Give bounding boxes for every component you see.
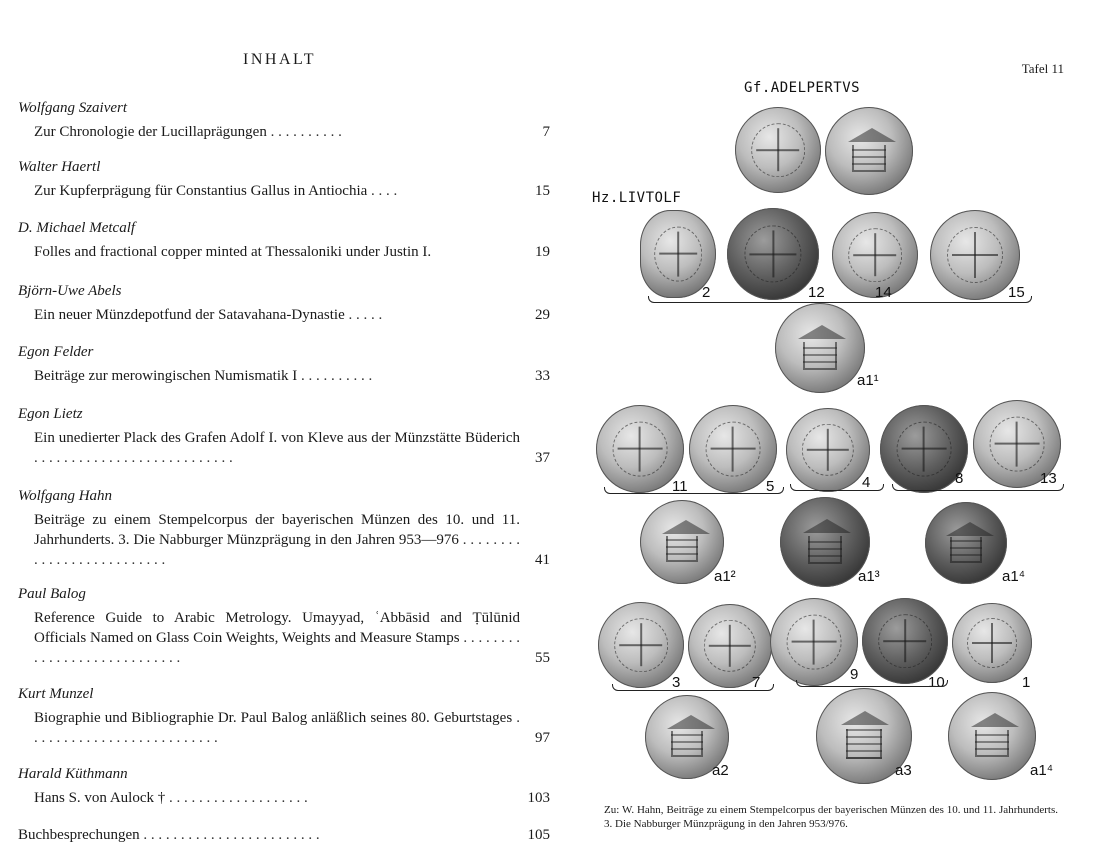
toc-entry[interactable] xyxy=(18,218,550,262)
toc-entry[interactable]: Walter Haertl Zur Kupferprägung für Constantius Gallus in Antiochia . . . . 15 xyxy=(18,159,550,199)
toc-page-number: 33 xyxy=(535,368,550,384)
group-bracket xyxy=(796,680,948,687)
toc-article-title: Beiträge zur merowingischen Numismatik I xyxy=(34,368,298,384)
plate-number: Tafel 11 xyxy=(1021,61,1064,76)
coin-number: 14 xyxy=(875,284,892,301)
toc-entry[interactable]: Paul Balog Reference Guide to Arabic Metrology. Umayyad, ʿAbbāsid and Ṭūlūnid Officials Named on Glass Coin Weights, Weights and Measure Stamps . . . . . . . . . . . . . . . . . . . . . . . . . . . . 55 xyxy=(18,586,550,666)
coin-image xyxy=(735,107,821,193)
toc-page-number: 97 xyxy=(535,730,550,746)
toc-article-title: Ein unedierter Plack des Grafen Adolf I. von Kleve aus der Münzstätte Büderich xyxy=(34,430,520,446)
coin-number: 11 xyxy=(672,478,688,495)
toc-entry[interactable]: Egon Lietz Ein unedierter Plack des Grafen Adolf I. von Kleve aus der Münzstätte Büderich . . . . . . . . . . . . . . . . . . . . . . . . . . . 37 xyxy=(18,406,550,466)
coin-image xyxy=(930,210,1020,300)
coin-image xyxy=(689,405,777,493)
toc-entry[interactable]: Wolfgang Hahn Beiträge zu einem Stempelcorpus der bayerischen Münzen des 10. und 11. Jahrhunderts. 3. Die Nabburger Münzprägung in den Jahren 953—976 . . . . . . . . . . . . . . . . . . . . . . . . . . 41 xyxy=(18,488,550,568)
toc-entry[interactable]: Wolfgang Szaivert Zur Chronologie der Lucillaprägungen . . . . . . . . . . 7 xyxy=(18,100,550,140)
toc-article-title: Reference Guide to Arabic Metrology. Umayyad, ʿAbbāsid and Ṭūlūnid Officials Named on Glass Coin Weights, Weights and Measure Stamps xyxy=(34,610,520,646)
coin-image xyxy=(596,405,684,493)
toc-entry[interactable]: Björn-Uwe Abels Ein neuer Münzdepotfund der Satavahana-Dynastie . . . . . 29 xyxy=(18,283,550,323)
toc-article-title: Hans S. von Aulock † xyxy=(34,790,166,806)
group-bracket xyxy=(892,484,1064,491)
toc-entry[interactable]: Buchbesprechungen . . . . . . . . . . . . . . . . . . . . . . . . 105 xyxy=(18,827,550,843)
group-bracket xyxy=(604,487,784,494)
toc-page-number: 105 xyxy=(527,827,550,843)
plate-label-adelpertus: Gf.ADELPERTVS xyxy=(744,80,861,96)
coin-number: 1 xyxy=(1022,674,1031,691)
toc-article-title: Zur Kupferprägung für Constantius Gallus in Antiochia xyxy=(34,183,368,199)
toc-author: Wolfgang Hahn xyxy=(18,488,113,504)
coin-number: 5 xyxy=(766,478,775,495)
group-bracket xyxy=(790,484,884,491)
coin-image xyxy=(925,502,1007,584)
coin-number: 8 xyxy=(955,470,964,487)
plate-label-livtolf: Hz.LIVTOLF xyxy=(592,190,682,206)
toc-article-title: Buchbesprechungen xyxy=(18,827,140,843)
toc-page-number: 41 xyxy=(535,552,550,568)
toc-author: Walter Haertl xyxy=(18,159,101,175)
toc-page-number: 7 xyxy=(542,124,550,140)
toc-heading: INHALT xyxy=(243,51,317,68)
coin-number: a2 xyxy=(712,762,729,779)
coin-number: a1³ xyxy=(858,568,880,585)
coin-number: 9 xyxy=(850,666,859,683)
toc-author: Egon Felder xyxy=(18,344,94,360)
coin-image xyxy=(952,603,1032,683)
toc-article-title: Zur Chronologie der Lucillaprägungen xyxy=(34,124,267,140)
coin-image xyxy=(948,692,1036,780)
coin-number: 3 xyxy=(672,674,681,691)
coin-number: 13 xyxy=(1040,470,1057,487)
coin-number: a1⁴ xyxy=(1002,568,1026,585)
coin-number: 4 xyxy=(862,474,871,491)
toc-author: Egon Lietz xyxy=(18,406,83,422)
coin-number: a1⁴ xyxy=(1030,762,1054,779)
toc-article-title: Biographie und Bibliographie Dr. Paul Balog anläßlich seines 80. Geburtstages xyxy=(34,710,513,726)
toc-page-number: 103 xyxy=(527,790,550,806)
coin-image xyxy=(786,408,870,492)
coin-number: 15 xyxy=(1008,284,1025,301)
toc-page-number: 37 xyxy=(535,450,550,466)
toc-article-title: Beiträge zu einem Stempelcorpus der bayerischen Münzen des 10. und 11. Jahrhunderts. 3. Die Nabburger Münzprägung in den Jahren 953—976 xyxy=(34,512,520,548)
group-bracket xyxy=(612,684,774,691)
toc-author: Björn-Uwe Abels xyxy=(18,283,122,299)
coin-number: 10 xyxy=(928,674,945,691)
coin-number: 2 xyxy=(702,284,711,301)
toc-author: Paul Balog xyxy=(18,586,86,602)
coin-image xyxy=(780,497,870,587)
toc-article-title: Folles and fractional copper minted at Thessaloniki under Justin I. xyxy=(34,244,432,260)
coin-image xyxy=(770,598,858,686)
coin-number: a3 xyxy=(895,762,912,779)
toc-article-title: Ein neuer Münzdepotfund der Satavahana-Dynastie xyxy=(34,307,345,323)
toc-author: Kurt Munzel xyxy=(18,686,94,702)
coin-image xyxy=(775,303,865,393)
toc-page-number: 55 xyxy=(535,650,550,666)
coin-number: a1² xyxy=(714,568,736,585)
toc-entry[interactable]: Harald Küthmann Hans S. von Aulock † . . . . . . . . . . . . . . . . . . . 103 xyxy=(18,766,550,806)
coin-image xyxy=(640,500,724,584)
toc-author: Wolfgang Szaivert xyxy=(18,100,128,116)
toc-author: D. Michael Metcalf xyxy=(18,220,136,236)
coin-number: a1¹ xyxy=(857,372,879,389)
coin-image xyxy=(825,107,913,195)
coin-image xyxy=(727,208,819,300)
toc-author: Harald Küthmann xyxy=(18,766,128,782)
coin-number: 7 xyxy=(752,674,761,691)
toc-entry[interactable]: Kurt Munzel Biographie und Bibliographie Dr. Paul Balog anläßlich seines 80. Geburtstages . . . . . . . . . . . . . . . . . . . . . . . . . . 97 xyxy=(18,686,550,746)
toc-page-number: 15 xyxy=(535,183,550,199)
coin-number: 12 xyxy=(808,284,825,301)
group-bracket xyxy=(648,296,1032,303)
coin-image xyxy=(862,598,948,684)
toc-page-number: 19 xyxy=(535,244,550,260)
toc-page-number: 29 xyxy=(535,307,550,323)
plate-caption: Zu: W. Hahn, Beiträge zu einem Stempelcorpus der bayerischen Münzen des 10. und 11. Jahrhunderts. 3. Die Nabburger Münzprägung in den Jahren 953/976. xyxy=(604,804,1058,830)
toc-entry[interactable]: Egon Felder Beiträge zur merowingischen Numismatik I . . . . . . . . . . 33 xyxy=(18,344,550,384)
